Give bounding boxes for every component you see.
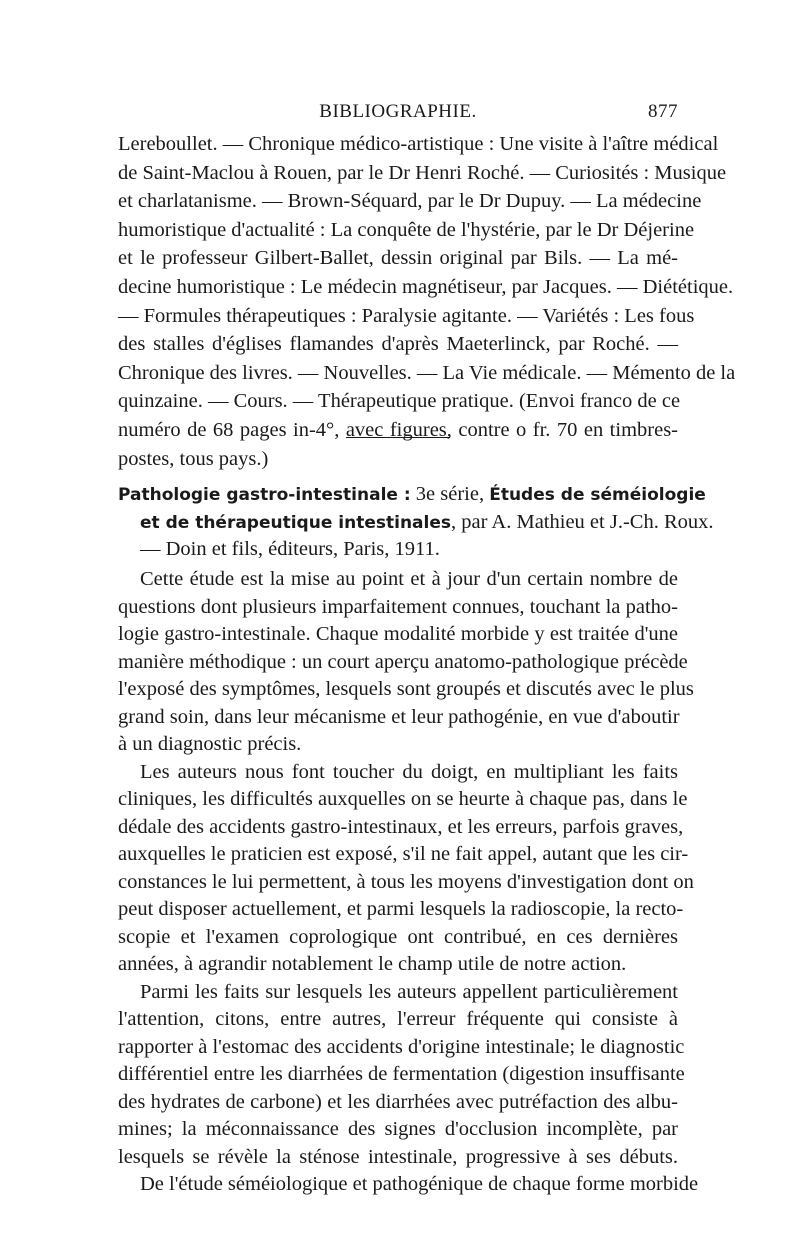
text-line: peut disposer actuellement, et parmi lesquels la radioscopie, la recto- — [118, 898, 684, 920]
text-line: et le professeur Gilbert-Ballet, dessin original par Bils. — La mé- — [118, 247, 678, 270]
text-line: mines; la méconnaissance des signes d'occlusion incomplète, par — [118, 1118, 678, 1140]
heading-publisher: — Doin et fils, éditeurs, Paris, 1911. — [140, 538, 440, 560]
text-line: Lereboullet. — Chronique médico-artistique : Une visite à l'aître médical — [118, 133, 719, 155]
heading-bold-title: Pathologie gastro-intestinale : — [118, 485, 411, 505]
text-line: — Formules thérapeutiques : Paralysie agitante. — Variétés : Les fous — [118, 304, 695, 327]
text-line: Les auteurs nous font toucher du doigt, en multipliant les faits — [140, 760, 678, 783]
text-line: lesquels se révèle la sténose intestinale, progressive à ses débuts. — [118, 1145, 678, 1168]
text-line: humoristique d'actualité : La conquête de l'hystérie, par le Dr Déjerine — [118, 218, 695, 241]
text-line: constances le lui permettent, à tous les moyens d'investigation dont on — [118, 870, 694, 893]
heading-authors: , par A. Mathieu et J.-Ch. Roux. — [451, 510, 714, 533]
text-line: années, à agrandir notablement le champ utile de notre action. — [118, 953, 627, 975]
review-heading — [118, 481, 714, 563]
text-line: questions dont plusieurs imparfaitement connues, touchant la patho- — [118, 595, 678, 618]
page-number: 877 — [648, 101, 678, 122]
running-title: BIBLIOGRAPHIE. — [319, 101, 477, 122]
text-line: scopie et l'examen coprologique ont contribué, en ces dernières — [118, 925, 678, 948]
text-line: à un diagnostic précis. — [118, 733, 302, 755]
text-line: De l'étude séméiologique et pathogénique de chaque forme morbide — [140, 1173, 699, 1195]
heading-bold-subtitle-cont: et de thérapeutique intestinales — [140, 512, 451, 533]
text-line: auxquelles le praticien est exposé, s'il ne fait appel, autant que les cir- — [118, 843, 689, 865]
running-header — [118, 101, 678, 129]
text-line: des stalles d'églises flamandes d'après Maeterlinck, par Roché. — — [118, 333, 678, 356]
heading-series: 3e série, — [410, 483, 490, 505]
text-line: decine humoristique : Le médecin magnétiseur, par Jacques. — Diététique. — [118, 275, 734, 298]
text-line: postes, tous pays.) — [118, 447, 269, 470]
text-line: Cette étude est la mise au point et à jour d'un certain nombre de — [140, 568, 678, 590]
text-line: Parmi les faits sur lesquels les auteurs appellent particulièrement — [140, 980, 678, 1003]
text-line: de Saint-Maclou à Rouen, par le Dr Henri Roché. — Curiosités : Musique — [118, 161, 727, 184]
heading-bold-subtitle: Études de séméiologie — [489, 485, 706, 505]
separator-rule — [346, 437, 450, 438]
text-line: différentiel entre les diarrhées de fermentation (digestion insuffisante — [118, 1063, 685, 1085]
table-of-contents-paragraph — [118, 130, 736, 473]
text-line: logie gastro-intestinale. Chaque modalité morbide y est traitée d'une — [118, 623, 678, 645]
text-line: Chronique des livres. — Nouvelles. — La Vie médicale. — Mémento de la — [118, 361, 736, 384]
text-line: et charlatanisme. — Brown-Séquard, par le Dr Dupuy. — La médecine — [118, 190, 702, 213]
review-body — [118, 566, 699, 1199]
text-line: des hydrates de carbone) et les diarrhées avec putréfaction des albu- — [118, 1090, 678, 1113]
text-line: rapporter à l'estomac des accidents d'origine intestinale; le diagnostic — [118, 1035, 685, 1058]
text-line: grand soin, dans leur mécanisme et leur pathogénie, en vue d'aboutir — [118, 705, 680, 728]
text-line: dédale des accidents gastro-intestinaux, et les erreurs, parfois graves, — [118, 815, 684, 838]
text-line: l'attention, citons, entre autres, l'erreur fréquente qui consiste à — [118, 1008, 678, 1030]
text-line: l'exposé des symptômes, lesquels sont groupés et discutés avec le plus — [118, 678, 694, 700]
heading-line — [118, 509, 714, 537]
text-line: manière méthodique : un court aperçu anatomo-pathologique précède — [118, 650, 688, 673]
heading-line — [118, 481, 706, 509]
text-line: quinzaine. — Cours. — Thérapeutique pratique. (Envoi franco de ce — [118, 390, 681, 413]
text-line: numéro de 68 pages in-4°, avec figures, contre o fr. 70 en timbres- — [118, 418, 678, 441]
text-line: cliniques, les difficultés auxquelles on se heurte à chaque pas, dans le — [118, 788, 688, 810]
